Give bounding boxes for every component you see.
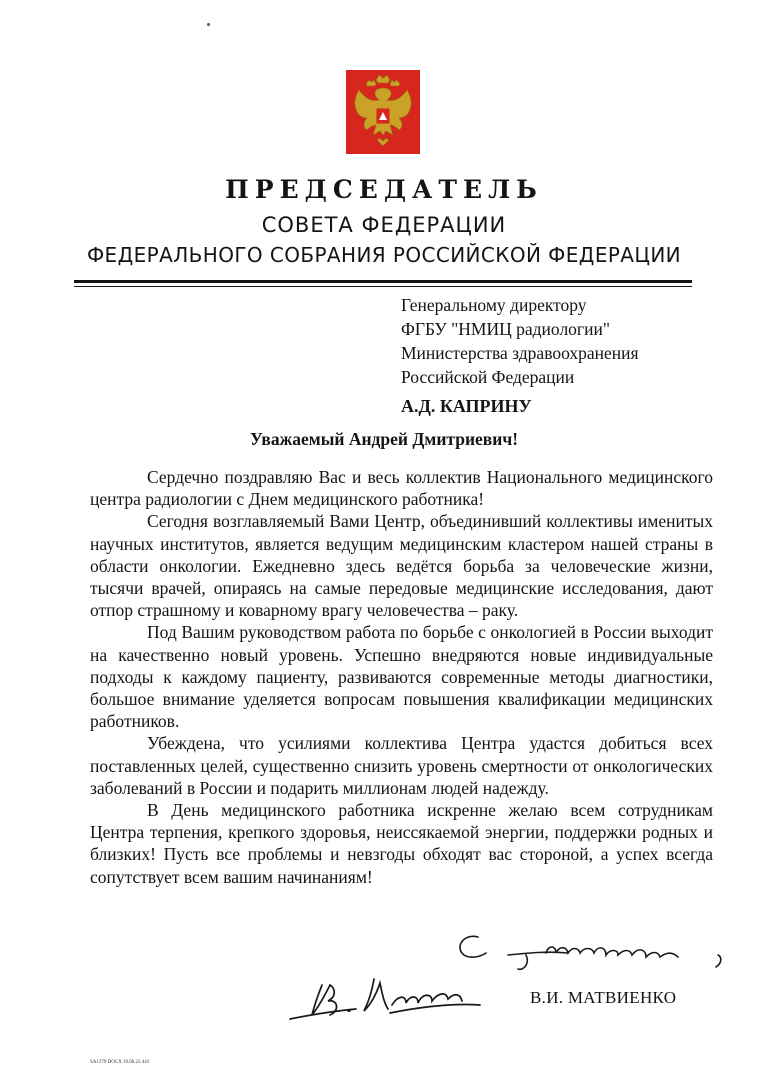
addressee-line: Министерства здравоохранения bbox=[401, 343, 639, 363]
letter-paragraph: В День медицинского работника искренне желаю всем сотрудникам Центра терпения, крепкого здоровья, неиссякаемой энергии, поддержки родных и близких! Пусть все проблемы и невзгоды обходят вас стороной, а успех всегда сопутствует всем вашим начинаниям! bbox=[90, 800, 713, 887]
addressee-line: Генеральному директору bbox=[401, 295, 587, 315]
signer-name: В.И. МАТВИЕНКО bbox=[530, 988, 677, 1007]
header-subtitle-line1: СОВЕТА ФЕДЕРАЦИИ bbox=[261, 213, 507, 237]
letter-paragraph: Под Вашим руководством работа по борьбе с онкологией в России выходит на качественно новый уровень. Успешно внедряются новые индивидуальные подходы к каждому пациенту, развиваются современные методы диагностики, большое внимание уделяется вопросам повышения квалификации медицинских работников. bbox=[90, 622, 713, 732]
addressee-block bbox=[401, 293, 639, 389]
recipient-name: А.Д. КАПРИНУ bbox=[401, 396, 532, 416]
letter-paragraph: Сердечно поздравляю Вас и весь коллектив Национального медицинского центра радиологии с Днем медицинского работника! bbox=[90, 467, 713, 510]
document-reference: SA1379 DOCX 19.06.23 443 bbox=[90, 1060, 150, 1065]
letter-paragraph: Убеждена, что усилиями коллектива Центра удастся добиться всех поставленных целей, существенно снизить уровень смертности от онкологических заболеваний в России и подарить миллионам людей надежду. bbox=[90, 733, 713, 798]
coat-of-arms-icon bbox=[346, 70, 420, 154]
handwritten-closing bbox=[450, 925, 740, 975]
salutation: Уважаемый Андрей Дмитриевич! bbox=[249, 429, 519, 449]
header-rule-thick bbox=[74, 280, 692, 283]
header-title: ПРЕДСЕДАТЕЛЬ bbox=[225, 175, 543, 204]
scan-speck bbox=[207, 23, 210, 26]
addressee-line: Российской Федерации bbox=[401, 367, 575, 387]
addressee-line: ФГБУ "НМИЦ радиологии" bbox=[401, 319, 610, 339]
letter-body bbox=[90, 466, 713, 888]
header-rule-thin bbox=[74, 286, 692, 287]
signature-mark bbox=[282, 965, 492, 1025]
letter-paragraph: Сегодня возглавляемый Вами Центр, объединивший коллективы именитых научных институтов, является ведущим медицинским кластером нашей страны в области онкологии. Ежедневно здесь ведётся борьба за человеческие жизни, тысячи врачей, опираясь на самые передовые медицинские исследования, дают отпор страшному и коварному врагу человечества – раку. bbox=[90, 511, 713, 621]
header-subtitle-line2: ФЕДЕРАЛЬНОГО СОБРАНИЯ РОССИЙСКОЙ ФЕДЕРАЦИИ bbox=[86, 243, 682, 267]
